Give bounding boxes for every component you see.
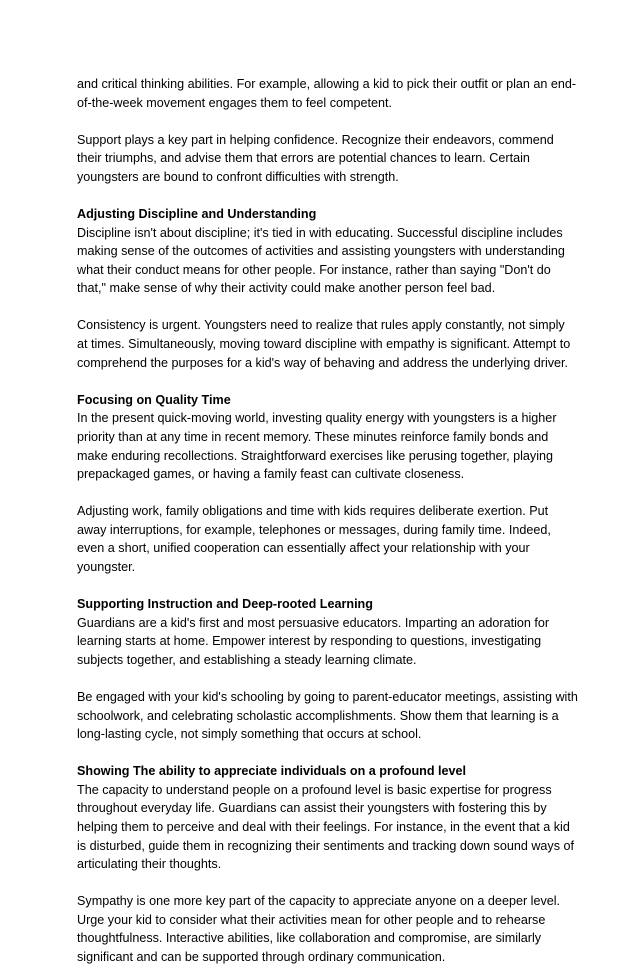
section-heading: Adjusting Discipline and Understanding (77, 206, 317, 221)
paragraph: Consistency is urgent. Youngsters need to realize that rules apply constantly, not simply at times. Simultaneously, moving toward discipline with empathy is significant. Attempt to comprehend the purposes for a kid's way of behaving and address the underlying driver. (77, 318, 571, 370)
paragraph: Sympathy is one more key part of the capacity to appreciate anyone on a deeper level. Urge your kid to consider what their activities mean for other people and to rehearse thoughtfulness. Interactive abilities, like collaboration and compromise, are similarly significant and can be supported through ordinary communication. (77, 894, 561, 965)
paragraph: Adjusting work, family obligations and time with kids requires deliberate exertion. Put away interruptions, for example, telephones or messages, during family time. Indeed, even a short, unified cooperation can essentially affect your relationship with your youngster. (77, 504, 551, 574)
paragraph: and critical thinking abilities. For example, allowing a kid to pick their outfit or plan an end-of-the-week movement engages them to feel competent. (77, 77, 577, 110)
section-heading: Supporting Instruction and Deep-rooted Learning (77, 597, 373, 612)
section-heading: Showing The ability to appreciate individuals on a profound level (77, 764, 467, 779)
section-heading: Focusing on Quality Time (77, 392, 231, 407)
paragraph: The capacity to understand people on a profound level is basic expertise for progress throughout everyday life. Guardians can assist their youngsters with fostering this by helping them to perceive and deal with their feelings. For instance, in the event that a kid is disturbed, guide them in recognizing their sentiments and tracking down sound ways of articulating their thoughts. (77, 782, 575, 872)
paragraph: In the present quick-moving world, investing quality energy with youngsters is a higher priority than at any time in recent memory. These minutes reinforce family bonds and make enduring recollections. Straightforward exercises like perusing together, playing prepackaged games, or having a family feast can cultivate closeness. (77, 411, 557, 482)
paragraph: Be engaged with your kid's schooling by going to parent-educator meetings, assisting with schoolwork, and celebrating scholastic accomplishments. Show them that learning is a long-lasting cycle, not simply something that occurs at school. (77, 689, 578, 742)
paragraph: Discipline isn't about discipline; it's tied in with educating. Successful discipline includes making sense of the outcomes of activities and assisting youngsters with understanding what their conduct means for other people. For instance, rather than saying "Don't do that," make sense of why their activity could make another person feel bad. (77, 225, 565, 296)
paragraph: Guardians are a kid's first and most persuasive educators. Imparting an adoration for learning starts at home. Empower interest by responding to questions, investigating subjects together, and establishing a steady learning climate. (77, 615, 550, 667)
paragraph: Support plays a key part in helping confidence. Recognize their endeavors, commend their triumphs, and advise them that errors are potential chances to learn. Certain youngsters are bound to confront difficulties with strength. (77, 132, 554, 184)
